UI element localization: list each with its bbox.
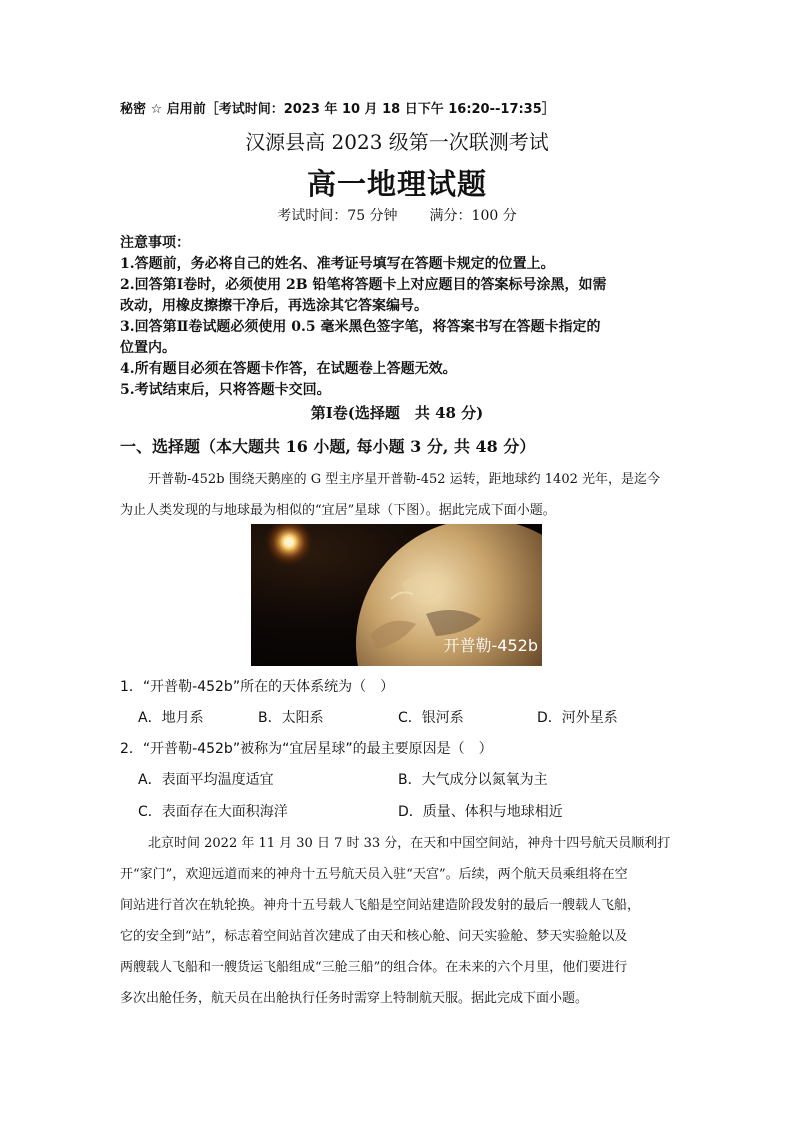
passage-line: 多次出舱任务，航天员在出舱执行任务时需穿上特制航天服。据此完成下面小题。: [120, 991, 589, 1006]
exam-time: 考试时间：75 分钟: [277, 208, 398, 224]
exam-name: 汉源县高 2023 级第一次联测考试: [245, 130, 549, 154]
passage-line: 开普勒-452b 围绕天鹅座的 G 型主序星开普勒-452 运转，距地球约 1402 光年，是迄今: [148, 472, 660, 487]
question-stem: 2．“开普勒-452b”被称为“宜居星球”的最主要原因是（ ）: [120, 741, 493, 757]
option-d: D．河外星系: [537, 710, 618, 726]
option-c: C．银河系: [398, 710, 464, 726]
notice-heading: 注意事项：: [120, 235, 190, 251]
question-stem: 1．“开普勒-452b”所在的天体系统为（ ）: [120, 679, 395, 695]
option-a: A．地月系: [138, 710, 204, 726]
notice-line: 位置内。: [120, 340, 176, 356]
notice-line: 3.回答第Ⅱ卷试题必须使用 0.5 毫米黑色签字笔，将答案书写在答题卡指定的: [120, 319, 601, 335]
figure-caption: 开普勒-452b: [443, 636, 538, 655]
part-title: 一、选择题（本大题共 16 小题, 每小题 3 分, 共 48 分）: [120, 437, 536, 456]
notice-line: 2.回答第Ⅰ卷时，必须使用 2B 铅笔将答题卡上对应题目的答案标号涂黑，如需: [120, 277, 607, 293]
option-b: B．大气成分以氮氧为主: [398, 772, 548, 788]
section-title: 第Ⅰ卷(选择题 共 48 分): [310, 404, 484, 422]
star: [284, 537, 294, 547]
notice-line: 1.答题前，务必将自己的姓名、准考证号填写在答题卡规定的位置上。: [120, 256, 555, 272]
passage-line: 为止人类发现的与地球最为相似的“宜居”星球（下图）。据此完成下面小题。: [120, 503, 556, 518]
passage-line: 它的安全到“站”，标志着空间站首次建成了由天和核心舱、问天实验舱、梦天实验舱以及: [120, 929, 628, 944]
passage-line: 开“家门”，欢迎远道而来的神舟十五号航天员入驻“天宫”。后续，两个航天员乘组将在空: [120, 867, 628, 882]
exam-meta: [0, 205, 794, 225]
notice-line: 5.考试结束后，只将答题卡交回。: [120, 382, 331, 398]
notice-line: 4.所有题目必须在答题卡作答，在试题卷上答题无效。: [120, 361, 457, 377]
option-b: B．太阳系: [258, 710, 324, 726]
notice-line: 改动，用橡皮擦擦干净后，再选涂其它答案编号。: [120, 298, 428, 314]
option-d: D．质量、体积与地球相近: [398, 804, 563, 820]
option-c: C．表面存在大面积海洋: [138, 804, 288, 820]
confidential-line: 秘密 ☆ 启用前［考试时间：2023 年 10 月 18 日下午 16:20--17:35］: [120, 102, 555, 117]
full-score: 满分：100 分: [429, 208, 517, 224]
exam-title: 高一地理试题: [306, 167, 487, 201]
option-a: A．表面平均温度适宜: [138, 772, 274, 788]
passage-line: 间站进行首次在轨轮换。神舟十五号载人飞船是空间站建造阶段发射的最后一艘载人飞船，: [120, 898, 641, 913]
kepler-452b-figure: [251, 524, 542, 666]
passage-line: 北京时间 2022 年 11 月 30 日 7 时 33 分，在天和中国空间站，神舟十四号航天员顺利打: [148, 836, 671, 851]
passage-line: 两艘载人飞船和一艘货运飞船组成“三舱三船”的组合体。在未来的六个月里，他们要进行: [120, 960, 628, 975]
